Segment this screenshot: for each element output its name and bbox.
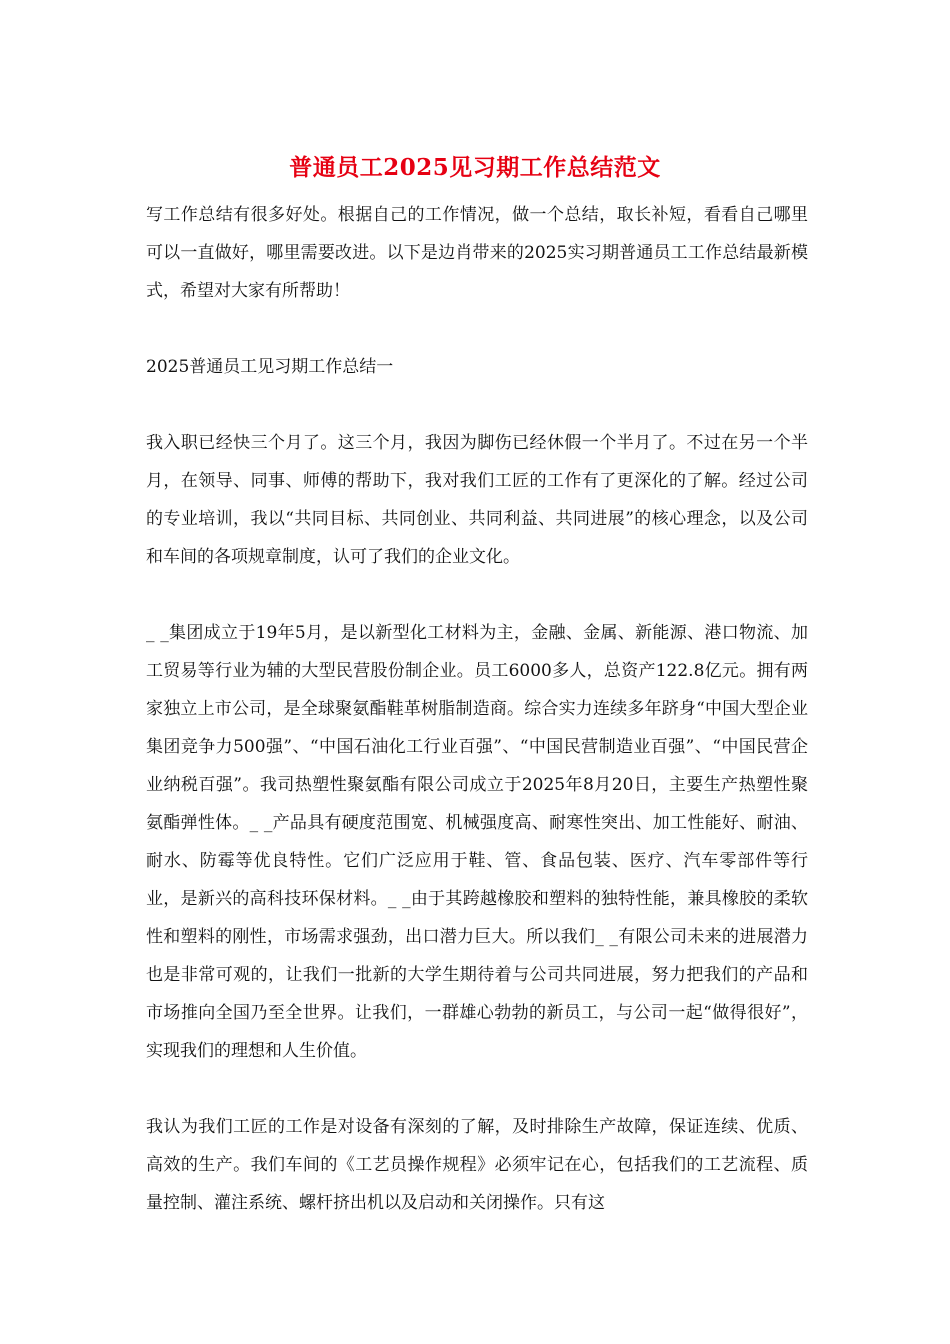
section-heading: 2025普通员工见习期工作总结一: [146, 357, 394, 377]
body-paragraph: 我认为我们工匠的工作是对设备有深刻的了解，及时排除生产故障，保证连续、优质、高效的生产。我们车间的《工艺员操作规程》必须牢记在心，包括我们的工艺流程、质量控制、灌注系统、螺杆挤出机以及启动和关闭操作。只有这: [146, 1117, 808, 1213]
body-paragraph: _ _集团成立于19年5月，是以新型化工材料为主，金融、金属、新能源、港口物流、加工贸易等行业为辅的大型民营股份制企业。员工6000多人，总资产122.8亿元。拥有两家独立上市公司，是全球聚氨酯鞋革树脂制造商。综合实力连续多年跻身“中国大型企业集团竞争力500强”、“中国石油化工行业百强”、“中国民营制造业百强”、“中国民营企业纳税百强”。我司热塑性聚氨酯有限公司成立于2025年8月20日，主要生产热塑性聚氨酯弹性体。_ _产品具有硬度范围宽、机械强度高、耐寒性突出、加工性能好、耐油、耐水、防霉等优良特性。它们广泛应用于鞋、管、食品包装、医疗、汽车零部件等行业，是新兴的高科技环保材料。_ _由于其跨越橡胶和塑料的独特性能，兼具橡胶的柔软性和塑料的刚性，市场需求强劲，出口潜力巨大。所以我们_ _有限公司未来的进展潜力也是非常可观的，让我们一批新的大学生期待着与公司共同进展，努力把我们的产品和市场推向全国乃至全世界。让我们，一群雄心勃勃的新员工，与公司一起“做得很好”，实现我们的理想和人生价值。: [146, 623, 808, 1061]
intro-paragraph: 写工作总结有很多好处。根据自己的工作情况，做一个总结，取长补短，看看自己哪里可以一直做好，哪里需要改进。以下是边肖带来的2025实习期普通员工工作总结最新模式，希望对大家有所帮助！: [146, 205, 808, 301]
document-title: 普通员工2025见习期工作总结范文: [289, 154, 661, 181]
body-paragraph: 我入职已经快三个月了。这三个月，我因为脚伤已经休假一个半月了。不过在另一个半月，在领导、同事、师傅的帮助下，我对我们工匠的工作有了更深化的了解。经过公司的专业培训，我以“共同目标、共同创业、共同利益、共同进展”的核心理念，以及公司和车间的各项规章制度，认可了我们的企业文化。: [146, 433, 808, 567]
document-body: [146, 196, 808, 1222]
